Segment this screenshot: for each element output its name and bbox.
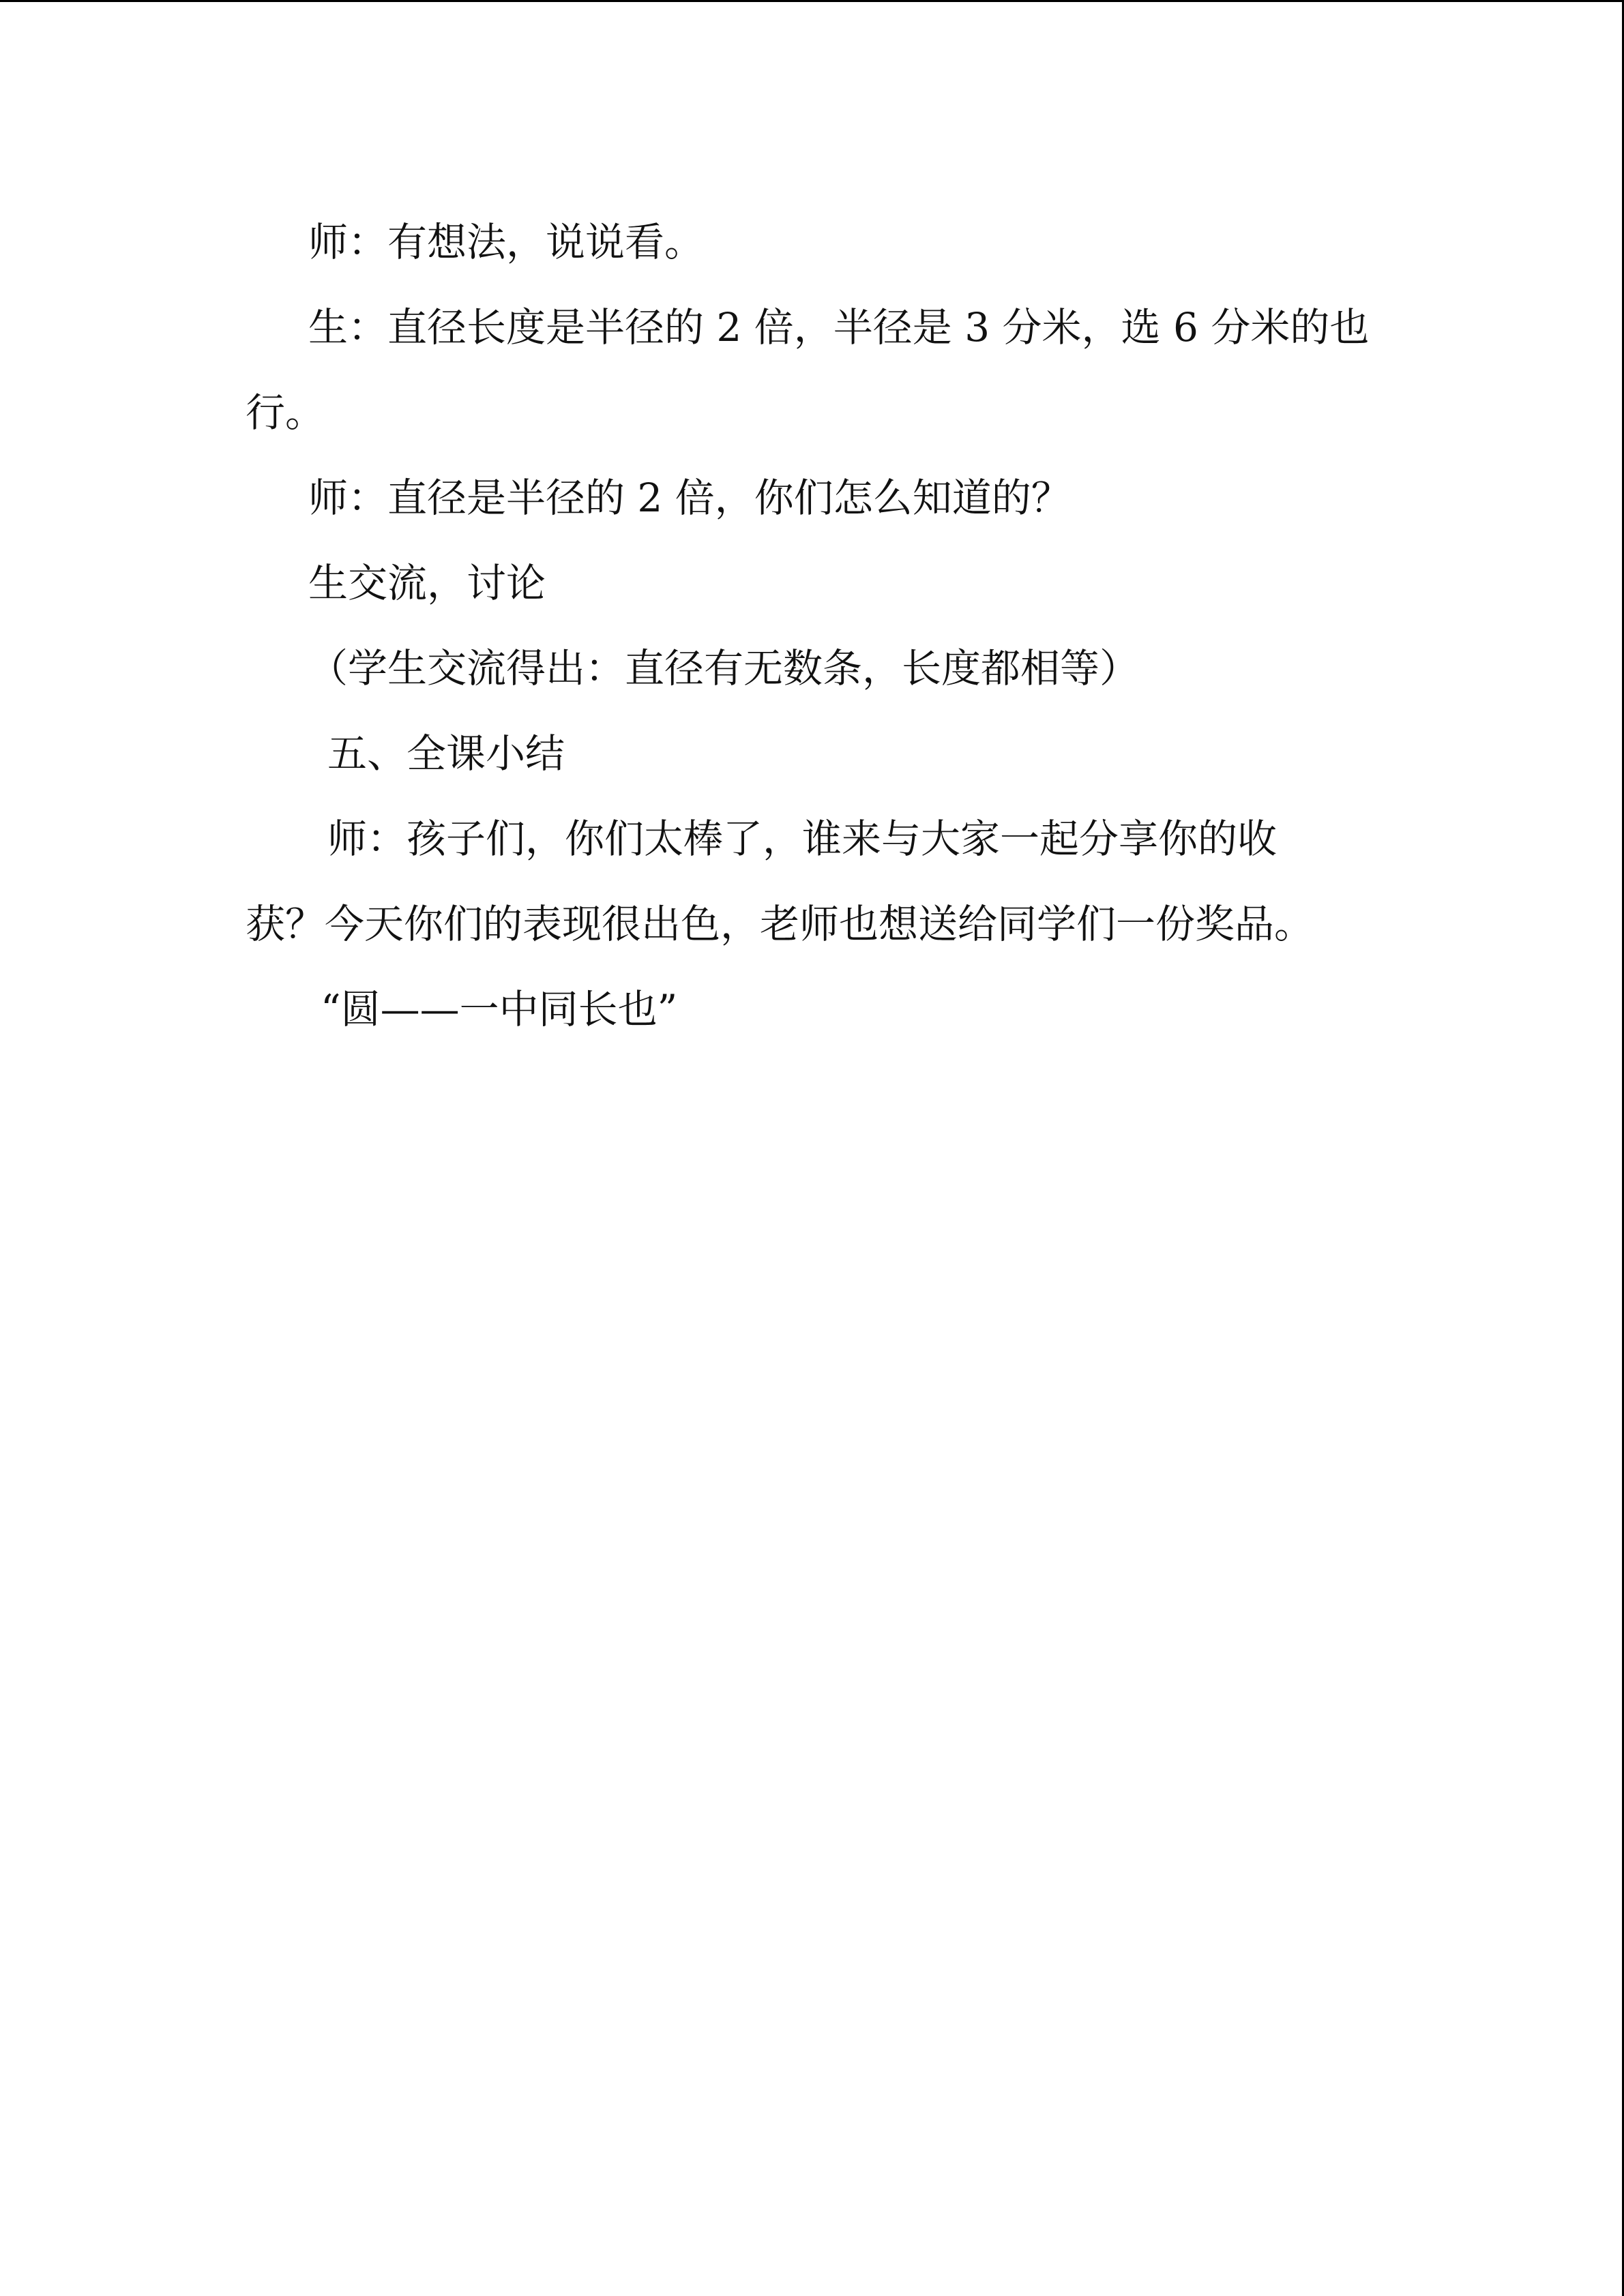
quote-line: “圆——一中同长也” — [321, 986, 678, 1032]
paragraph-line: 师：有想法，说说看。 — [308, 219, 705, 265]
paragraph-line: 师：直径是半径的 2 倍，你们怎么知道的？ — [308, 475, 1071, 521]
paragraph-line: （学生交流得出：直径有无数条，长度都相等） — [308, 645, 1140, 691]
paragraph-line: 获？今天你们的表现很出色，老师也想送给同学们一份奖品。 — [246, 901, 1314, 947]
document-body — [246, 200, 1391, 1052]
paragraph-line: 师：孩子们，你们太棒了，谁来与大家一起分享你的收 — [327, 816, 1278, 862]
paragraph-line: 行。 — [246, 389, 325, 436]
paragraph-line: 生交流，讨论 — [308, 560, 546, 606]
paragraph-line: 生：直径长度是半径的 2 倍，半径是 3 分米，选 6 分米的也 — [308, 304, 1370, 351]
section-heading: 五、全课小结 — [327, 730, 565, 777]
